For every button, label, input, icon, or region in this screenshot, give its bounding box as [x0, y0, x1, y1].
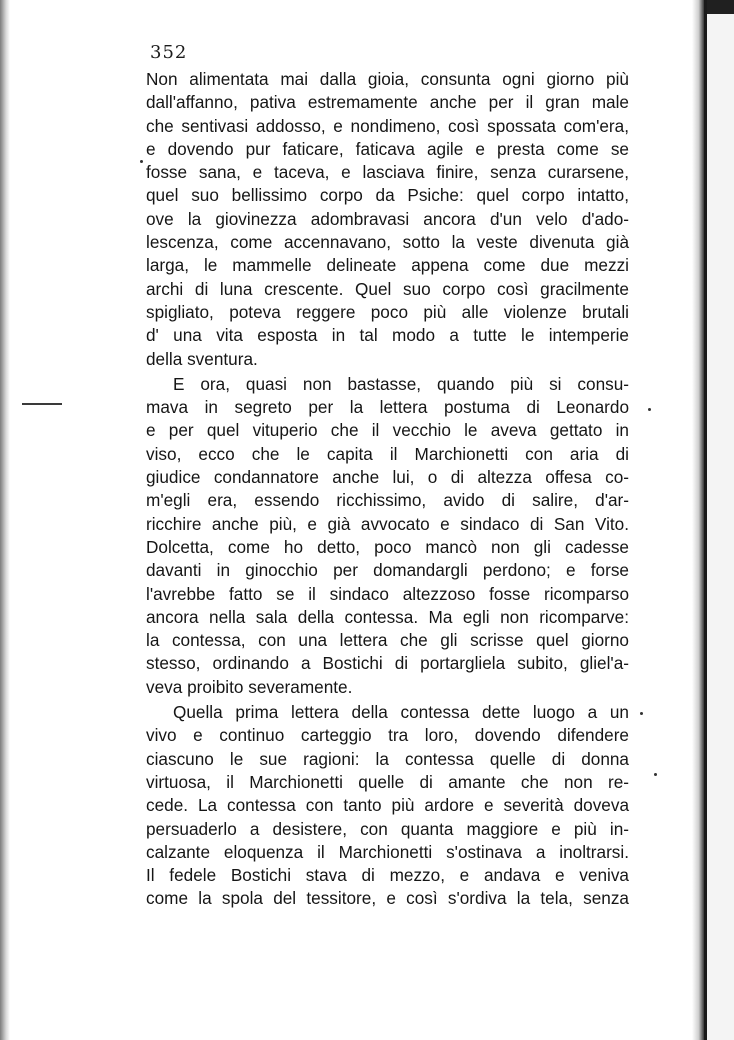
text-line: ancora nella sala della contessa. Ma egli non ricomparve:	[146, 606, 629, 627]
margin-pencil-mark	[22, 403, 62, 405]
text-line: ove la giovinezza adombravasi ancora d'un velo d'ado-	[146, 208, 629, 229]
text-line: dall'affanno, pativa estremamente anche per il gran male	[146, 92, 629, 113]
text-line: Il fedele Bostichi stava di mezzo, e andava e veniva	[146, 865, 629, 886]
text-line: e dovendo pur faticare, faticava agile e presta come se	[146, 138, 629, 159]
text-line: come la spola del tessitore, e così s'ordiva la tela, senza	[146, 888, 629, 909]
margin-speck	[648, 408, 651, 411]
text-line: e per quel vituperio che il vecchio le aveva gettato in	[146, 420, 629, 441]
margin-speck	[640, 712, 643, 715]
body-text	[146, 68, 629, 911]
text-line: fosse sana, e taceva, e lasciava finire, senza curarsene,	[146, 162, 629, 183]
page-edge-shadow	[692, 0, 704, 1040]
text-line: d' una vita esposta in tal modo a tutte le intemperie	[146, 325, 629, 346]
text-line: cede. La contessa con tanto più ardore e severità doveva	[146, 795, 629, 816]
text-line: giudice condannatore anche lui, o di altezza offesa co-	[146, 467, 629, 488]
text-line: Quella prima lettera della contessa dette luogo a un	[173, 702, 629, 723]
text-line: quel suo bellissimo corpo da Psiche: quel corpo intatto,	[146, 185, 629, 206]
text-line: lescenza, come accennavano, sotto la veste divenuta già	[146, 232, 629, 253]
text-line: mava in segreto per la lettera postuma di Leonardo	[146, 397, 629, 418]
text-line: archi di luna crescente. Quel suo corpo così gracilmente	[146, 278, 629, 299]
text-line: davanti in ginocchio per domandargli perdono; e forse	[146, 560, 629, 581]
text-line: persuaderlo a desistere, con quanta maggiore e più in-	[146, 818, 629, 839]
text-line: Non alimentata mai dalla gioia, consunta ogni giorno più	[146, 69, 629, 89]
text-line: vivo e continuo carteggio tra loro, dovendo difendere	[146, 725, 629, 746]
adjacent-page-edge	[704, 0, 734, 1040]
text-line: ciascuno le sue ragioni: la contessa quelle di donna	[146, 748, 629, 769]
text-line: stesso, ordinando a Bostichi di portargliela subito, gliel'a-	[146, 653, 629, 674]
page-number: 352	[150, 42, 188, 63]
text-line: Dolcetta, come ho detto, poco mancò non gli cadesse	[146, 536, 629, 557]
text-line: della sventura.	[146, 348, 258, 369]
text-line: l'avrebbe fatto se il sindaco altezzoso fosse ricomparso	[146, 583, 629, 604]
margin-speck	[140, 160, 143, 163]
text-line: larga, le mammelle delineate appena come due mezzi	[146, 255, 629, 276]
text-line: m'egli era, essendo ricchissimo, avido di salire, d'ar-	[146, 490, 629, 511]
text-line: che sentivasi addosso, e nondimeno, così spossata com'era,	[146, 115, 629, 136]
margin-speck	[654, 773, 657, 776]
text-line: spigliato, poteva reggere poco più alle violenze brutali	[146, 301, 629, 322]
spine-shadow	[0, 0, 10, 1040]
text-line: viso, ecco che le capita il Marchionetti con aria di	[146, 443, 629, 464]
text-line: calzante eloquenza il Marchionetti s'ostinava a inoltrarsi.	[146, 841, 629, 862]
text-line: E ora, quasi non bastasse, quando più si consu-	[173, 373, 629, 394]
text-line: ricchire anche più, e già avvocato e sindaco di San Vito.	[146, 513, 629, 534]
text-line: virtuosa, il Marchionetti quelle di amante che non re-	[146, 771, 629, 792]
text-line: la contessa, con una lettera che gli scrisse quel giorno	[146, 630, 629, 651]
text-line: veva proibito severamente.	[146, 676, 353, 697]
